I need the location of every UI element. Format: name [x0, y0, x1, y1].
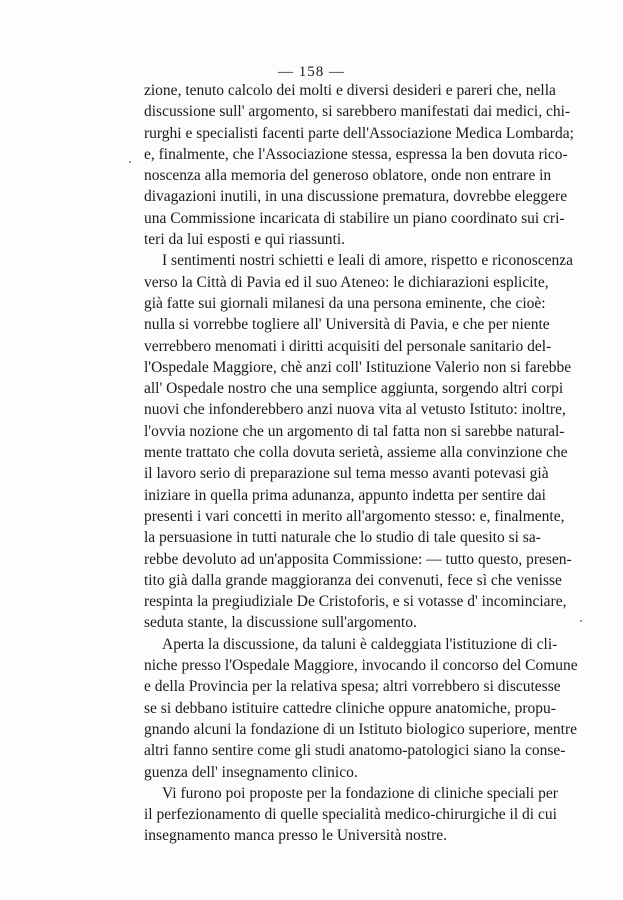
text-line: guenza dell' insegnamento clinico.	[144, 763, 358, 781]
text-line: discussione sull' argomento, si sarebbero manifestati dai medici, chi-	[144, 103, 571, 121]
text-line: teri da lui esposti e qui riassunti.	[144, 231, 346, 249]
paragraph-start-line: I sentimenti nostri schietti e leali di amore, rispetto e riconoscenza	[162, 252, 574, 270]
text-line: mente trattato che colla dovuta serietà, assieme alla convinzione che	[144, 444, 568, 462]
text-line: gnando alcuni la fondazione di un Istituto biologico superiore, mentre	[144, 720, 578, 738]
text-line: il lavoro serio di preparazione sul tema messo avanti potevasi già	[144, 465, 549, 483]
body-text	[144, 80, 578, 847]
text-line: rebbe devoluto ad un'apposita Commissione: — tutto questo, presen-	[144, 550, 572, 568]
text-line: il perfezionamento di quelle specialità medico-chirurgiche il di cui	[144, 806, 557, 824]
text-line: verso la Città di Pavia ed il suo Ateneo: le dichiarazioni esplicite,	[144, 273, 549, 291]
text-line: una Commissione incaricata di stabilire un piano coordinato sui cri-	[144, 209, 565, 227]
page-number: — 158 —	[278, 64, 345, 80]
text-line: iniziare in quella prima adunanza, appunto indetta per sentire dai	[144, 486, 546, 504]
ink-speck	[129, 161, 131, 163]
text-line: presenti i vari concetti in merito all'argomento stesso: e, finalmente,	[144, 507, 565, 525]
text-line: se si debbano istituire cattedre cliniche oppure anatomiche, propu-	[144, 699, 556, 717]
text-line: respinta la pregiudiziale De Cristoforis, e si votasse d' incominciare,	[144, 593, 567, 611]
ink-speck	[580, 620, 582, 622]
text-line: nulla si vorrebbe togliere all' Università di Pavia, e che per niente	[144, 316, 550, 334]
text-line: noscenza alla memoria del generoso oblatore, onde non entrare in	[144, 167, 552, 185]
text-line: rurghi e specialisti facenti parte dell'Associazione Medica Lombarda;	[144, 124, 574, 142]
text-line: divagazioni inutili, in una discussione prematura, dovrebbe eleggere	[144, 188, 568, 206]
text-line: zione, tenuto calcolo dei molti e diversi desideri e pareri che, nella	[144, 82, 556, 99]
text-line: niche presso l'Ospedale Maggiore, invocando il concorso del Comune	[144, 657, 578, 675]
text-line: la persuasione in tutti naturale che lo studio di tale quesito si sa-	[144, 529, 541, 547]
text-line: e della Provincia per la relativa spesa; altri vorrebbero si discutesse	[144, 678, 561, 696]
text-line: tito già dalla grande maggioranza dei convenuti, fece sì che venisse	[144, 571, 562, 589]
text-line: all' Ospedale nostro che una semplice aggiunta, sorgendo altri corpi	[144, 380, 564, 398]
text-line: l'ovvia nozione che un argomento di tal fatta non si sarebbe natural-	[144, 422, 565, 440]
text-line: e, finalmente, che l'Associazione stessa, espressa la ben dovuta rico-	[144, 145, 568, 163]
paragraph-start-line: Aperta la discussione, da taluni è caldeggiata l'istituzione di cli-	[162, 635, 558, 653]
text-line: seduta stante, la discussione sull'argomento.	[144, 614, 417, 632]
paragraph-start-line: Vi furono poi proposte per la fondazione di cliniche speciali per	[162, 784, 558, 802]
text-line: insegnamento manca presso le Università nostre.	[144, 827, 448, 845]
text-line: già fatte sui giornali milanesi da una persona eminente, che cioè:	[144, 294, 546, 312]
text-line: l'Ospedale Maggiore, chè anzi coll' Istituzione Valerio non si farebbe	[144, 358, 572, 376]
text-line: altri fanno sentire come gli studi anatomo-patologici siano la conse-	[144, 742, 566, 760]
text-line: verrebbero menomati i diritti acquisiti del personale sanitario del-	[144, 337, 552, 355]
text-line: nuovi che infonderebbero anzi nuova vita al vetusto Istituto: inoltre,	[144, 401, 566, 419]
